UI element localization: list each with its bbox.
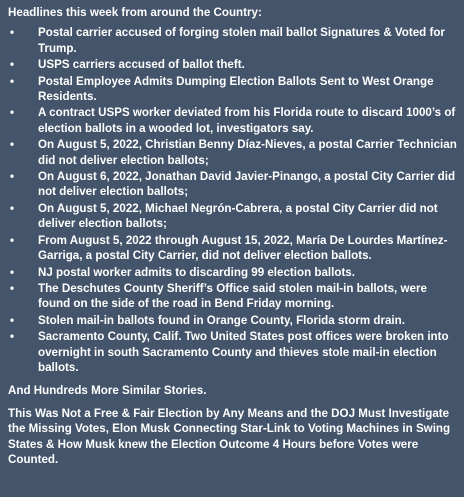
list-item: • USPS carriers accused of ballot theft. <box>6 57 458 72</box>
headline-title: Headlines this week from around the Country: <box>8 6 262 19</box>
list-item: • Stolen mail-in ballots found in Orange County, Florida storm drain. <box>6 313 458 328</box>
more-stories-text: And Hundreds More Similar Stories. <box>8 384 207 398</box>
list-item: • A contract USPS worker deviated from his Florida route to discard 1000’s of election ballots in a wooded lot, investigators say. <box>6 105 458 136</box>
list-item: • On August 5, 2022, Christian Benny Díaz-Nieves, a postal Carrier Technician did not deliver election ballots; <box>6 137 458 168</box>
list-item: • NJ postal worker admits to discarding 99 election ballots. <box>6 265 458 280</box>
list-item: • From August 5, 2022 through August 15, 2022, María De Lourdes Martínez-Garriga, a postal City Carrier, did not deliver election ballots. <box>6 233 458 264</box>
headline-list <box>6 25 458 375</box>
list-item: • On August 5, 2022, Michael Negrón-Cabrera, a postal City Carrier did not deliver election ballots; <box>6 201 458 232</box>
list-item: • On August 6, 2022, Jonathan David Javier-Pinango, a postal City Carrier did not deliver election ballots; <box>6 169 458 200</box>
conclusion-text: This Was Not a Free & Fair Election by Any Means and the DOJ Must Investigate the Missing Votes, Elon Musk Connecting Star-Link to Voting Machines in Swing States & How Musk knew the Election Outcome 4 Hours before Votes were Counted. <box>8 406 451 466</box>
list-item: • The Deschutes County Sheriff’s Office said stolen mail-in ballots, were found on the side of the road in Bend Friday morning. <box>6 281 458 312</box>
list-item: • Postal Employee Admits Dumping Election Ballots Sent to West Orange Residents. <box>6 74 458 105</box>
list-item: • Sacramento County, Calif. Two United States post offices were broken into overnight in south Sacramento County and thieves stole mail-in election ballots. <box>6 329 458 375</box>
list-item: • Postal carrier accused of forging stolen mail ballot Signatures & Voted for Trump. <box>6 25 458 56</box>
